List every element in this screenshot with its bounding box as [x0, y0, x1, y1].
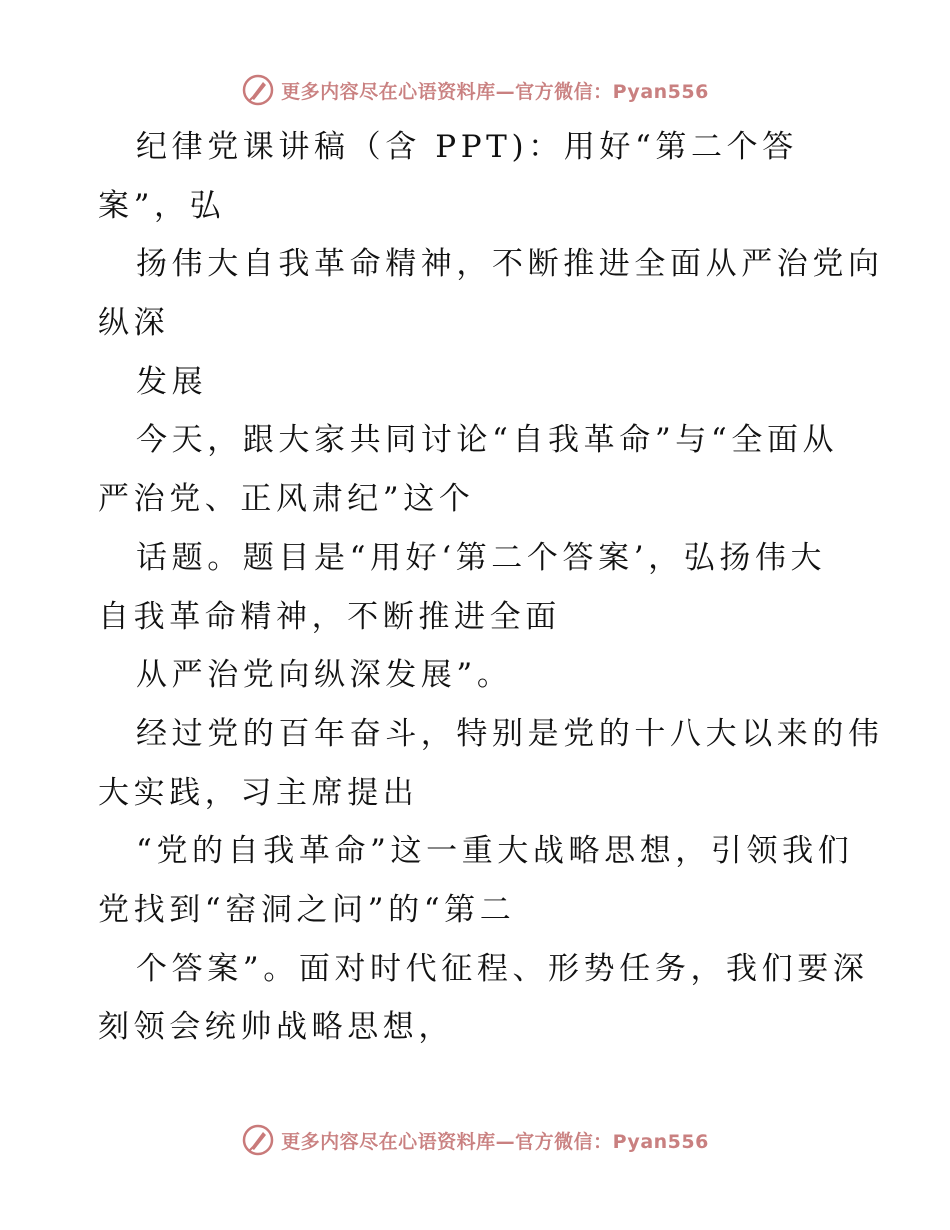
text-line: 发展 — [136, 363, 208, 400]
text-line: 今天，跟大家共同讨论“自我革命”与“全面从 — [136, 422, 839, 459]
text-line: 自我革命精神，不断推进全面 — [98, 598, 561, 635]
text-line: 从严治党向纵深发展”。 — [136, 657, 513, 694]
document-body — [98, 118, 884, 1057]
text-line: 扬伟大自我革命精神，不断推进全面从严治党向 — [136, 246, 884, 283]
text-line: 案”，弘 — [98, 187, 226, 224]
text-line: 经过党的百年奋斗，特别是党的十八大以来的伟 — [136, 715, 884, 752]
text-line: 个答案”。面对时代征程、形势任务，我们要深 — [136, 950, 869, 987]
text-line: 党找到“窑洞之问”的“第二 — [98, 891, 516, 928]
text-line: 纪律党课讲稿（含 PPT)：用好“第二个答 — [136, 129, 798, 165]
watermark-text: 更多内容尽在心语资料库—官方微信：Pyan556 — [281, 1130, 709, 1153]
watermark-text: 更多内容尽在心语资料库—官方微信：Pyan556 — [281, 80, 709, 103]
quill-pen-logo-icon — [241, 1123, 275, 1157]
quill-pen-logo-icon — [241, 73, 275, 107]
text-line: 纵深 — [98, 305, 170, 342]
text-line: 严治党、正风肃纪”这个 — [98, 481, 475, 518]
text-line: 大实践，习主席提出 — [98, 774, 419, 811]
footer-watermark — [0, 1120, 950, 1160]
text-line: “党的自我革命”这一重大战略思想，引领我们 — [136, 833, 854, 870]
header-watermark — [0, 70, 950, 110]
text-line: 刻领会统帅战略思想， — [98, 1009, 454, 1046]
text-line: 话题。题目是“用好‘第二个答案’，弘扬伟大 — [136, 539, 827, 576]
